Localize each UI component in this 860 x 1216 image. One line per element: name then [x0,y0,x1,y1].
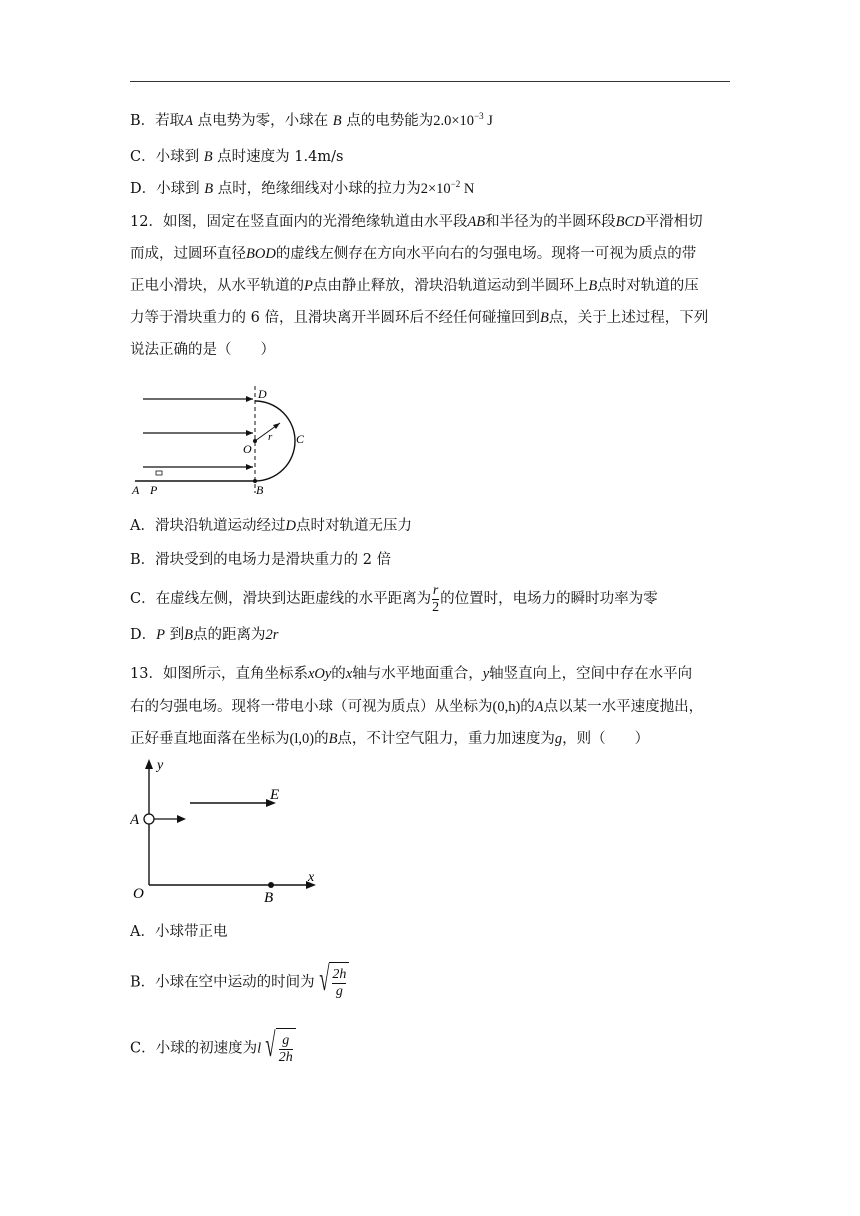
q13-stem-line3: 正好垂直地面落在坐标为(l,0)的B点，不计空气阻力，重力加速度为g，则（ ） [130,731,650,747]
q12-stem-line1: 12．如图，固定在竖直面内的光滑绝缘轨道由水平段AB和半径为的半圆环段BCD平滑相切 [130,214,703,230]
sqrt-2h-over-g: √ $\frac{2h}{g}$ [315,962,350,1003]
q13-stem-line2: 右的匀强电场。现将一带电小球（可视为质点）从坐标为(0,h)的A点以某一水平速度抛出， [130,699,704,715]
prev-option-d: D．小球到 B 点时，绝缘细线对小球的拉力为$2\times 10^{-2}$ N [130,179,475,197]
fig12-label-p: P [150,483,158,495]
fig13-label-y: y [157,758,164,773]
header-rule [130,81,730,82]
fig13-label-x: x [308,870,315,885]
q12-stem-line5: 说法正确的是（ ） [130,342,275,358]
prev-option-c: C．小球到 B 点时速度为 1.4m/s [130,149,344,165]
fig13-label-o: O [133,886,144,902]
q13-option-a: A．小球带正电 [130,924,228,940]
fig12-label-c: C [296,432,305,446]
fig13-label-b: B [264,890,274,905]
q13-option-b: B．小球在空中运动的时间为 √ $\frac{2h}{g}$ [130,962,349,1003]
fig12-label-o: O [243,442,252,456]
fig12-label-r: r [268,431,273,443]
q13-option-c: C．小球的初速度为l √ $\frac{g}{2h}$ [130,1028,296,1069]
q12-option-b: B．滑块受到的电场力是滑块重力的 2 倍 [130,552,392,568]
r-over-2-fraction: $\frac{r}{2}$ [432,582,440,615]
q12-figure [130,383,320,495]
fig12-label-d: D [258,387,267,401]
fig13-label-e: E [270,787,280,803]
q13-stem-line1: 13．如图所示，直角坐标系xOy的x轴与水平地面重合，y轴竖直向上，空间中存在水平向 [130,666,693,682]
prev-option-b: B．若取A 点电势为零，小球在 B 点的电势能为$2.0\times 10^{-3}$ J [130,111,493,129]
q13-figure [130,755,330,905]
q12-option-d: D．P 到B点的距离为2r [130,627,279,643]
q12-option-c: C．在虚线左侧，滑块到达距虚线的水平距离为 $\frac{r}{2}$ 的位置时，电场力的瞬时功率为零 [130,582,658,615]
q12-stem-line4: 力等于滑块重力的 6 倍，且滑块离开半圆环后不经任何碰撞回到B点，关于上述过程，下列 [130,310,709,326]
q12-stem-line2: 而成，过圆环直径BOD的虚线左侧存在方向水平向右的匀强电场。现将一可视为质点的带 [130,246,697,262]
q12-stem-line3: 正电小滑块，从水平轨道的P点由静止释放，滑块沿轨道运动到半圆环上B点时对轨道的压 [130,278,699,294]
fig12-label-a: A [132,483,140,495]
sqrt-g-over-2h: √ $\frac{g}{2h}$ [261,1028,296,1069]
fig13-label-a: A [130,812,140,828]
fig12-label-b: B [256,483,264,495]
q12-option-a: A．滑块沿轨道运动经过D点时对轨道无压力 [130,518,412,534]
